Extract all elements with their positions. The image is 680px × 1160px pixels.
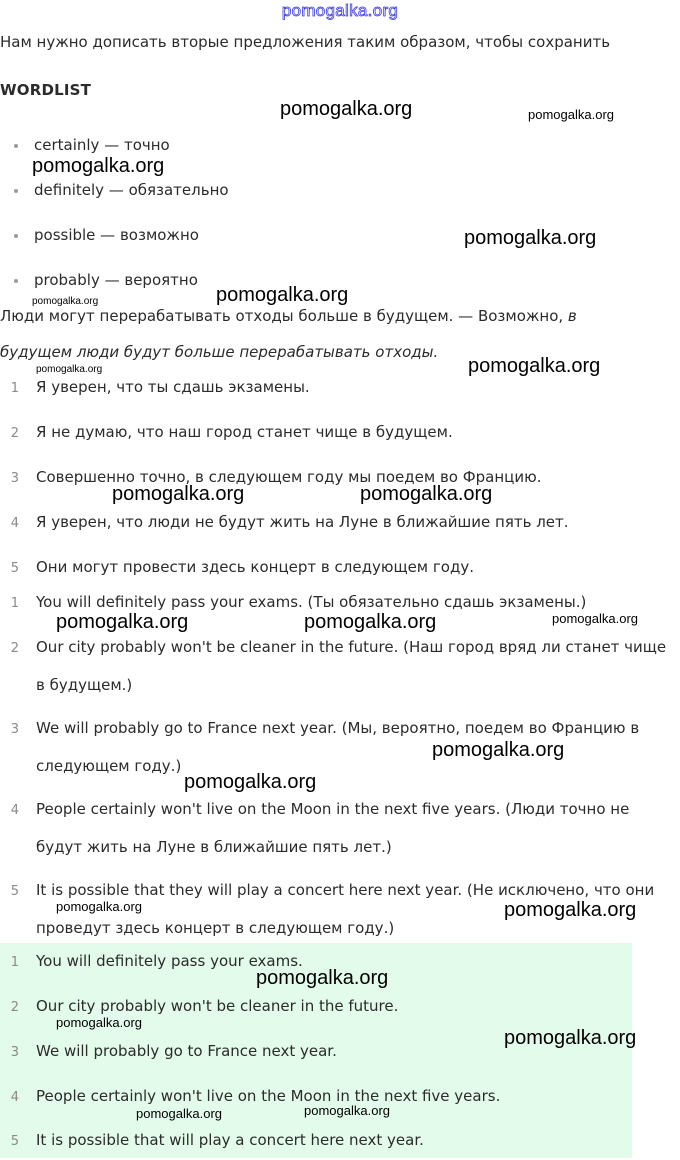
item-number: 4 [10,1090,19,1105]
item-number: 1 [10,381,19,396]
list-item [3,549,474,587]
watermark: pomogalka.org [32,296,99,307]
answer-item [3,1033,337,1071]
watermark: pomogalka.org [504,899,637,921]
watermark: pomogalka.org [304,1103,390,1118]
item-number: 4 [10,516,19,531]
bullet-icon [14,234,18,238]
wordlist-item-text: definitely — обязательно [34,181,229,199]
watermark: pomogalka.org [464,227,597,249]
wordlist-item [14,271,198,289]
answer-item [3,1078,500,1116]
watermark: pomogalka.org [36,364,103,375]
list-item [3,791,676,865]
list-item [3,629,676,703]
watermark: pomogalka.org [304,611,437,633]
watermark: pomogalka.org [432,739,565,761]
example-italic: в [567,307,577,325]
wordlist-item [14,226,199,244]
answer-item [3,1122,424,1160]
wordlist-item-text: probably — вероятно [34,271,198,289]
item-text: Совершенно точно, в следующем году мы поедем во Францию. [36,468,542,486]
site-header-logo[interactable]: pomogalka.org [281,1,399,20]
watermark: pomogalka.org [468,355,601,377]
item-number: 5 [10,884,19,899]
item-text: People certainly won't live on the Moon in the next five years. [36,1087,501,1105]
watermark: pomogalka.org [112,483,245,505]
wordlist-title: WORDLIST [0,81,92,99]
watermark: pomogalka.org [528,107,614,122]
watermark: pomogalka.org [184,771,317,793]
watermark: pomogalka.org [552,611,638,626]
item-text: Я не думаю, что наш город станет чище в будущем. [36,423,453,441]
item-text: It is possible that will play a concert here next year. [36,1131,424,1149]
item-text: Я уверен, что ты сдашь экзамены. [36,378,310,396]
item-text: People certainly won't live on the Moon in the next five years. (Люди точно не будут жить на Луне в ближайшие пять лет.) [36,800,630,856]
item-text: We will probably go to France next year. (Мы, вероятно, поедем во Францию в следующем году.) [36,719,640,775]
item-number: 3 [10,1045,19,1060]
list-item [3,414,453,452]
item-text: You will definitely pass your exams. [36,952,303,970]
item-number: 1 [10,955,19,970]
wordlist-item-text: possible — возможно [34,226,199,244]
wordlist-item [14,181,229,199]
watermark: pomogalka.org [256,967,389,989]
watermark: pomogalka.org [280,98,413,120]
item-text: We will probably go to France next year. [36,1042,337,1060]
watermark: pomogalka.org [56,899,142,914]
item-number: 2 [10,1000,19,1015]
item-number: 1 [10,596,19,611]
list-item [3,504,569,542]
example-plain: Люди могут перерабатывать отходы больше в будущем. — Возможно, [0,307,568,325]
intro-text: Нам нужно дописать вторые предложения таким образом, чтобы сохранить [0,33,611,51]
bullet-icon [14,144,18,148]
watermark: pomogalka.org [56,611,189,633]
item-text: Our city probably won't be cleaner in the future. (Наш город вряд ли станет чище в будущем.) [36,638,667,694]
watermark: pomogalka.org [136,1106,222,1121]
item-number: 5 [10,1134,19,1149]
watermark: pomogalka.org [56,1015,142,1030]
item-text: Они могут провести здесь концерт в следующем году. [36,558,474,576]
bullet-icon [14,279,18,283]
item-number: 4 [10,803,19,818]
watermark: pomogalka.org [32,155,165,177]
list-item [3,710,676,784]
watermark: pomogalka.org [216,284,349,306]
item-text: Я уверен, что люди не будут жить на Луне в ближайшие пять лет. [36,513,569,531]
item-text: Our city probably won't be cleaner in the future. [36,997,399,1015]
example-italic: будущем люди будут больше перерабатывать отходы. [0,343,439,361]
bullet-icon [14,189,18,193]
watermark: pomogalka.org [360,483,493,505]
item-number: 2 [10,426,19,441]
item-text: It is possible that they will play a concert here next year. (Не исключено, что они проведут здесь концерт в следующем году.) [36,881,655,937]
item-text: You will definitely pass your exams. (Ты обязательно сдашь экзамены.) [36,593,587,611]
wordlist-item-text: certainly — точно [34,136,170,154]
item-number: 2 [10,641,19,656]
item-number: 3 [10,471,19,486]
wordlist-item [14,136,170,154]
watermark: pomogalka.org [504,1027,637,1049]
item-number: 5 [10,561,19,576]
item-number: 3 [10,722,19,737]
